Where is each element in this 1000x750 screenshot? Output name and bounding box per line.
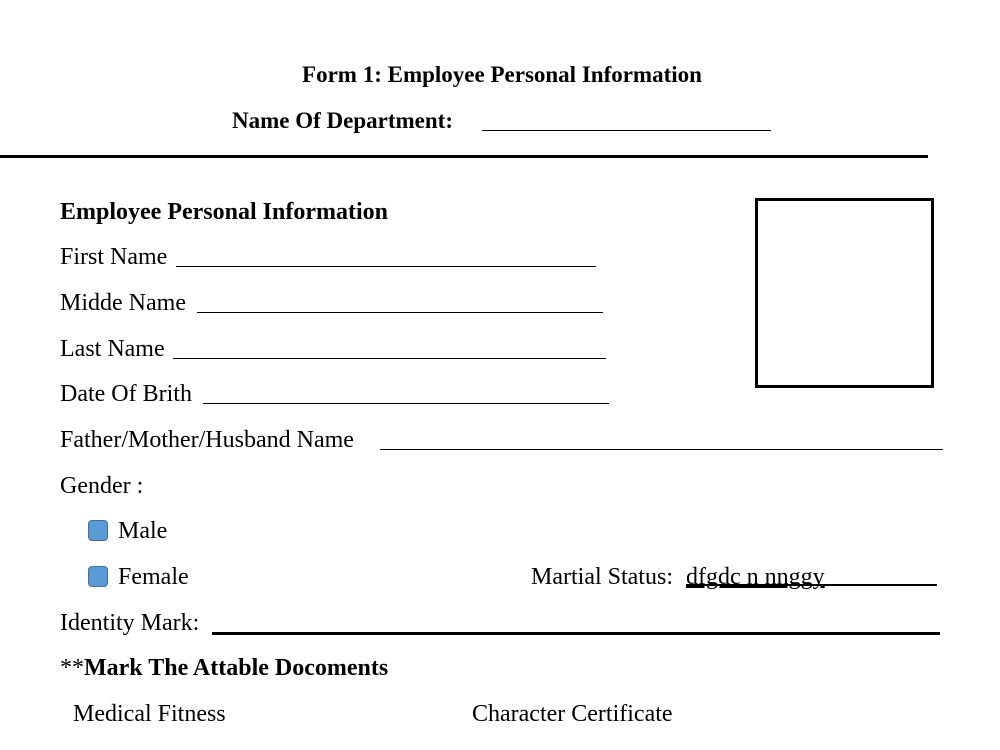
middle-name-label: Midde Name xyxy=(60,290,186,316)
documents-heading xyxy=(60,654,388,682)
marital-status-value[interactable]: dfgdc n nnggy xyxy=(686,564,825,590)
female-checkbox[interactable] xyxy=(88,566,108,587)
header-divider xyxy=(0,155,928,158)
department-label: Name Of Department: xyxy=(232,108,453,133)
first-name-label: First Name xyxy=(60,244,168,270)
first-name-input[interactable] xyxy=(176,266,596,267)
gender-label: Gender : xyxy=(60,473,144,499)
identity-mark-input[interactable] xyxy=(212,632,940,635)
dob-input[interactable] xyxy=(203,403,609,404)
marital-status-label: Martial Status: xyxy=(531,564,673,590)
form-title: Form 1: Employee Personal Information xyxy=(302,62,702,87)
marital-status-input[interactable] xyxy=(686,584,937,586)
document-character-certificate[interactable]: Character Certificate xyxy=(472,701,673,727)
department-input[interactable] xyxy=(482,130,771,131)
documents-title: Mark The Attable Docoments xyxy=(84,655,389,681)
last-name-label: Last Name xyxy=(60,336,165,362)
document-medical-fitness[interactable]: Medical Fitness xyxy=(73,701,226,727)
male-label: Male xyxy=(118,518,168,544)
identity-mark-label: Identity Mark: xyxy=(60,610,200,636)
female-label: Female xyxy=(118,564,189,590)
male-checkbox[interactable] xyxy=(88,520,108,541)
photo-box xyxy=(755,198,934,388)
section-title: Employee Personal Information xyxy=(60,199,388,225)
middle-name-input[interactable] xyxy=(197,312,603,313)
last-name-input[interactable] xyxy=(173,358,606,359)
parent-name-input[interactable] xyxy=(380,449,943,450)
documents-prefix: ** xyxy=(60,655,84,681)
dob-label: Date Of Brith xyxy=(60,381,192,407)
parent-name-label: Father/Mother/Husband Name xyxy=(60,427,354,453)
